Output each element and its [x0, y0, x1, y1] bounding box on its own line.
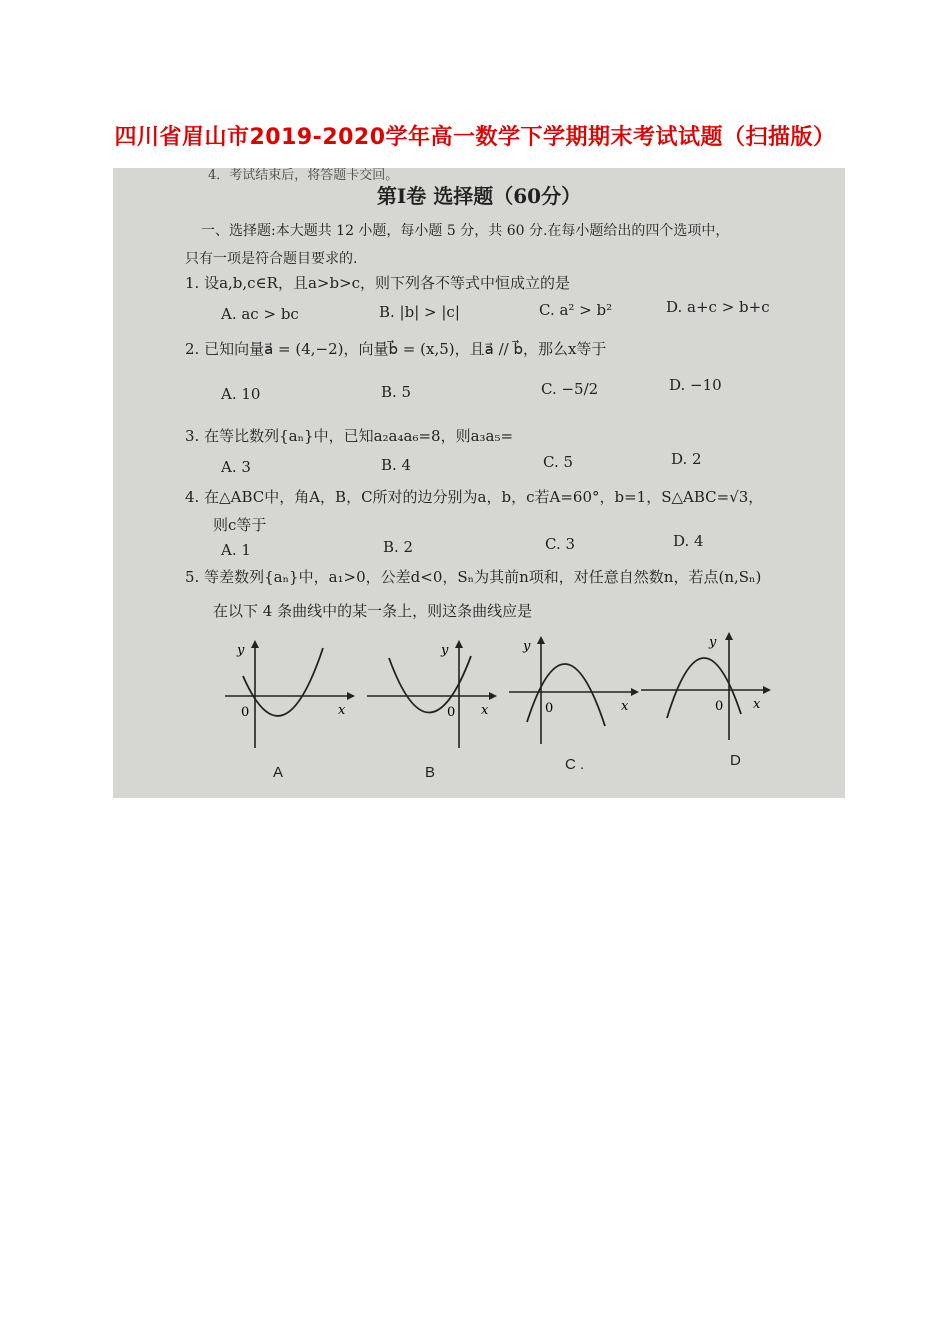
question-3-stem: 3. 在等比数列{aₙ}中，已知a₂a₄a₆=8，则a₃a₅= — [185, 427, 514, 445]
graph-b — [367, 638, 497, 753]
q4-option-b: B. 2 — [383, 538, 414, 556]
q1-option-a: A. ac > bc — [221, 305, 299, 323]
cut-off-line: 4．考试结束后，将答题卡交回。 — [208, 168, 399, 183]
question-5-stem-2: 在以下 4 条曲线中的某一条上，则这条曲线应是 — [213, 602, 533, 620]
q2-option-a: A. 10 — [221, 385, 261, 403]
q4-option-a: A. 1 — [221, 541, 251, 559]
q4-option-c: C. 3 — [545, 535, 576, 553]
q3-option-d: D. 2 — [671, 450, 702, 468]
q2-option-b: B. 5 — [381, 383, 412, 401]
graph-c-label: C . — [565, 756, 585, 773]
q3-option-b: B. 4 — [381, 456, 412, 474]
q1-option-b: B. |b| > |c| — [379, 303, 460, 321]
graph-a-label: A — [273, 764, 284, 781]
graph-d — [641, 630, 771, 745]
graph-d-label: D — [730, 752, 741, 769]
document-title: 四川省眉山市2019-2020学年高一数学下学期期末考试试题（扫描版） — [114, 125, 836, 150]
q4-option-d: D. 4 — [673, 532, 704, 550]
graph-b-label: B — [425, 764, 436, 781]
svg-text:0: 0 — [545, 701, 554, 716]
q3-option-c: C. 5 — [543, 453, 574, 471]
q1-option-c: C. a² > b² — [539, 301, 613, 319]
question-4-stem: 4. 在△ABC中，角A，B，C所对的边分别为a，b，c若A=60°，b=1，S△ABC=√3， — [185, 488, 764, 506]
svg-text:x: x — [481, 703, 489, 718]
svg-text:0: 0 — [447, 705, 456, 720]
q1-option-d: D. a+c > b+c — [666, 298, 770, 316]
svg-text:0: 0 — [715, 699, 724, 714]
section-title: 第I卷 选择题（60分） — [376, 184, 582, 208]
svg-text:y: y — [237, 643, 245, 658]
question-2-stem: 2. 已知向量a⃗ = (4,−2)，向量b⃗ = (x,5)，且a⃗ // b⃗，那么x等于 — [185, 340, 607, 358]
svg-text:x: x — [621, 699, 629, 714]
svg-text:0: 0 — [241, 705, 250, 720]
graph-a — [225, 638, 355, 753]
svg-text:y: y — [441, 643, 449, 658]
svg-text:y: y — [523, 639, 531, 654]
q3-option-a: A. 3 — [221, 458, 251, 476]
q2-option-c: C. −5/2 — [541, 380, 599, 398]
svg-text:y: y — [709, 635, 717, 650]
instruction-line-2: 只有一项是符合题目要求的. — [185, 251, 358, 267]
svg-text:x: x — [753, 697, 761, 712]
q2-option-d: D. −10 — [669, 376, 722, 394]
scanned-exam-image — [113, 168, 845, 798]
question-5-stem: 5. 等差数列{aₙ}中，a₁>0，公差d<0，Sₙ为其前n项和，对任意自然数n，若点(n,Sₙ) — [185, 568, 762, 586]
question-4-stem-2: 则c等于 — [213, 516, 267, 534]
question-1-stem: 1. 设a,b,c∈R，且a>b>c，则下列各不等式中恒成立的是 — [185, 274, 571, 292]
instruction-line-1: 一、选择题:本大题共 12 小题，每小题 5 分，共 60 分.在每小题给出的四个选项中， — [201, 223, 730, 239]
svg-text:x: x — [338, 703, 346, 718]
graph-c — [509, 634, 639, 749]
